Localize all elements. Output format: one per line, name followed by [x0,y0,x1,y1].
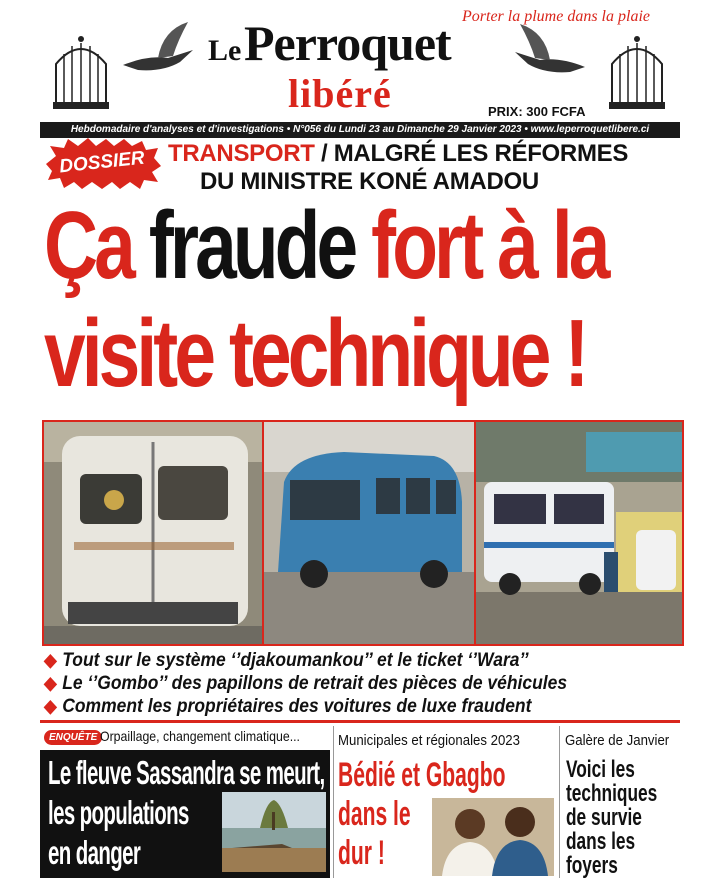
galere-headline-line: Voici les [566,756,635,783]
masthead-subtitle: libéré [288,71,392,116]
bullet-item: ◆ Tout sur le système ‘’djakoumankou’’ et le ticket ‘’Wara’’ [44,650,529,671]
photo-politicians [432,798,554,876]
municipales-headline-line2: dans le [338,795,411,833]
enquete-topic: Orpaillage, changement climatique... [100,728,300,744]
bullet-item: ◆ Comment les propriétaires des voitures de luxe fraudent [44,696,532,717]
masthead-le: Le [208,34,242,67]
dossier-headline-a: / MALGRÉ LES RÉFORMES [314,140,629,167]
column-separator [559,726,560,878]
issue-info-bar: Hebdomadaire d'analyses et d'investigations • N°056 du Lundi 23 au Dimanche 29 Janvier 2023 • www.leperroquetlibere.ci [40,122,680,138]
slogan: Porter la plume dans la plaie [462,8,650,25]
main-headline-line1 [44,192,607,299]
municipales-headline-line1: Bédié et Gbagbo [338,756,506,794]
birdcage-left-icon [50,34,112,112]
diamond-bullet-icon: ◆ [44,650,57,670]
enquete-headline-line2: les populations [48,794,189,831]
galere-headline-line: foyers [566,852,618,879]
municipales-headline-line3: dur ! [338,834,385,872]
dossier-category: TRANSPORT [168,140,315,167]
photo-blue-minibus [262,420,476,646]
enquete-headline-line1: Le fleuve Sassandra se meurt, [48,754,325,791]
main-headline-line2: visite technique ! [44,300,586,407]
galere-topic: Galère de Janvier [565,732,670,749]
dossier-badge: DOSSIER [58,147,146,178]
photo-gbaka-station [474,420,684,646]
diamond-bullet-icon: ◆ [44,696,57,716]
dossier-headline-line2: DU MINISTRE KONÉ AMADOU [200,168,539,195]
main-headline-part3: fort à la [371,192,607,299]
enquete-headline-line3: en danger [48,834,141,871]
main-headline-part1: Ça [44,192,132,299]
bullet-item: ◆ Le ‘’Gombo’’ des papillons de retrait des pièces de véhicules [44,673,568,694]
main-headline-part2: fraude [148,192,355,299]
galere-headline-line: techniques [566,780,658,807]
enquete-badge: ENQUÊTE [44,730,102,745]
galere-headline-line: dans les [566,828,636,855]
dossier-headline-line1 [168,140,628,168]
section-divider [40,720,680,723]
birdcage-right-icon [606,34,668,112]
municipales-topic: Municipales et régionales 2023 [338,732,520,749]
galere-headline-line: de survie [566,804,642,831]
price-label: PRIX: 300 FCFA [488,104,586,119]
bird-left-icon [118,20,198,80]
photo-white-van [42,420,264,646]
column-separator [333,726,334,878]
bird-right-icon [510,22,590,82]
diamond-bullet-icon: ◆ [44,673,57,693]
photo-river [222,792,326,872]
masthead-title: Perroquet [244,15,451,71]
